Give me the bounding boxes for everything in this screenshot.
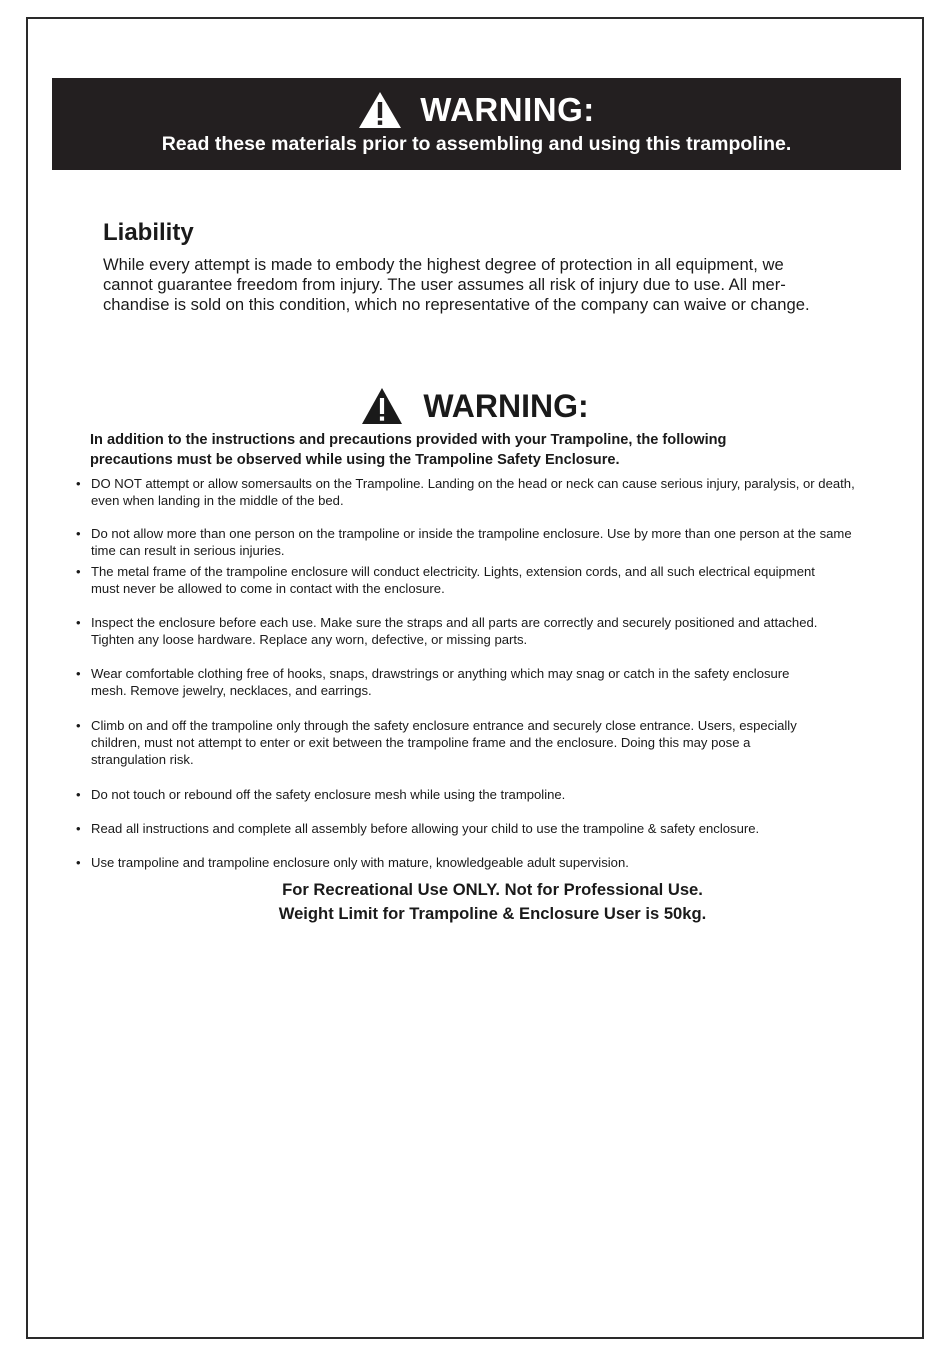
intro-line: In addition to the instructions and precautions provided with your Trampoline, the following — [90, 432, 727, 448]
liability-line: chandise is sold on this condition, which no representative of the company can waive or change. — [103, 295, 810, 314]
bullet-line: Do not allow more than one person on the trampoline or inside the trampoline enclosure. Use by more than one person at the same — [91, 526, 852, 541]
banner-title-row — [52, 87, 901, 133]
liability-line: cannot guarantee freedom from injury. The user assumes all risk of injury due to use. All mer- — [103, 275, 786, 294]
bullet-item — [76, 475, 906, 509]
bullet-line: DO NOT attempt or allow somersaults on the Trampoline. Landing on the head or neck can cause serious injury, paralysis, or death, — [91, 476, 855, 491]
bullet-dot: • — [76, 476, 81, 491]
bullet-dot: • — [76, 821, 81, 836]
bullet-line: Use trampoline and trampoline enclosure only with mature, knowledgeable adult supervision. — [91, 855, 629, 870]
bullet-item — [76, 854, 906, 871]
bullet-line: time can result in serious injuries. — [91, 543, 285, 558]
bullet-line: Read all instructions and complete all assembly before allowing your child to use the trampoline & safety enclosure. — [91, 821, 760, 836]
bullet-dot: • — [76, 615, 81, 630]
bullet-item — [76, 717, 906, 768]
warning-heading: WARNING: — [423, 387, 589, 424]
bullet-dot: • — [76, 718, 81, 733]
liability-text — [103, 255, 873, 315]
bullet-line: strangulation risk. — [91, 752, 194, 767]
bullet-line: Do not touch or rebound off the safety enclosure mesh while using the trampoline. — [91, 787, 566, 802]
warning-banner — [52, 78, 901, 170]
bullet-item — [76, 525, 906, 559]
bullet-item — [76, 614, 906, 648]
warning-triangle-icon — [361, 387, 403, 425]
bullet-dot: • — [76, 666, 81, 681]
banner-title: WARNING: — [420, 91, 595, 128]
bullet-item — [76, 563, 906, 597]
liability-line: While every attempt is made to embody the highest degree of protection in all equipment, we — [103, 255, 784, 274]
intro-line: precautions must be observed while using the Trampoline Safety Enclosure. — [90, 452, 620, 468]
bullet-line: Inspect the enclosure before each use. Make sure the straps and all parts are correctly and securely positioned and attached. — [91, 615, 818, 630]
bullet-line: Wear comfortable clothing free of hooks, snaps, drawstrings or anything which may snag or catch in the safety enclosure — [91, 666, 790, 681]
warning-triangle-icon — [358, 91, 402, 129]
bullet-dot: • — [76, 564, 81, 579]
bullet-line: children, must not attempt to enter or exit between the trampoline frame and the enclosure. Doing this may pose a — [91, 735, 751, 750]
bullet-line: Climb on and off the trampoline only through the safety enclosure entrance and securely close entrance. Users, especially — [91, 718, 797, 733]
bullet-line: Tighten any loose hardware. Replace any worn, defective, or missing parts. — [91, 632, 528, 647]
banner-subtitle: Read these materials prior to assembling and using this trampoline. — [161, 133, 792, 155]
bullet-line: must never be allowed to come in contact with the enclosure. — [91, 581, 445, 596]
bullet-item — [76, 820, 906, 837]
bullet-dot: • — [76, 855, 81, 870]
bullet-dot: • — [76, 787, 81, 802]
liability-heading: Liability — [103, 219, 194, 246]
recreational-use-notice: For Recreational Use ONLY. Not for Professional Use. — [282, 880, 703, 899]
bullet-item — [76, 665, 906, 699]
bullet-dot: • — [76, 526, 81, 541]
precautions-intro — [90, 430, 850, 470]
bullet-item — [76, 786, 906, 803]
warning-heading-row — [0, 383, 950, 429]
bullet-line: even when landing in the middle of the bed. — [91, 493, 344, 508]
bullet-line: The metal frame of the trampoline enclosure will conduct electricity. Lights, extension cords, and all such electrical equipment — [91, 564, 815, 579]
weight-limit-notice: Weight Limit for Trampoline & Enclosure User is 50kg. — [278, 904, 707, 923]
bullet-line: mesh. Remove jewelry, necklaces, and earrings. — [91, 683, 372, 698]
